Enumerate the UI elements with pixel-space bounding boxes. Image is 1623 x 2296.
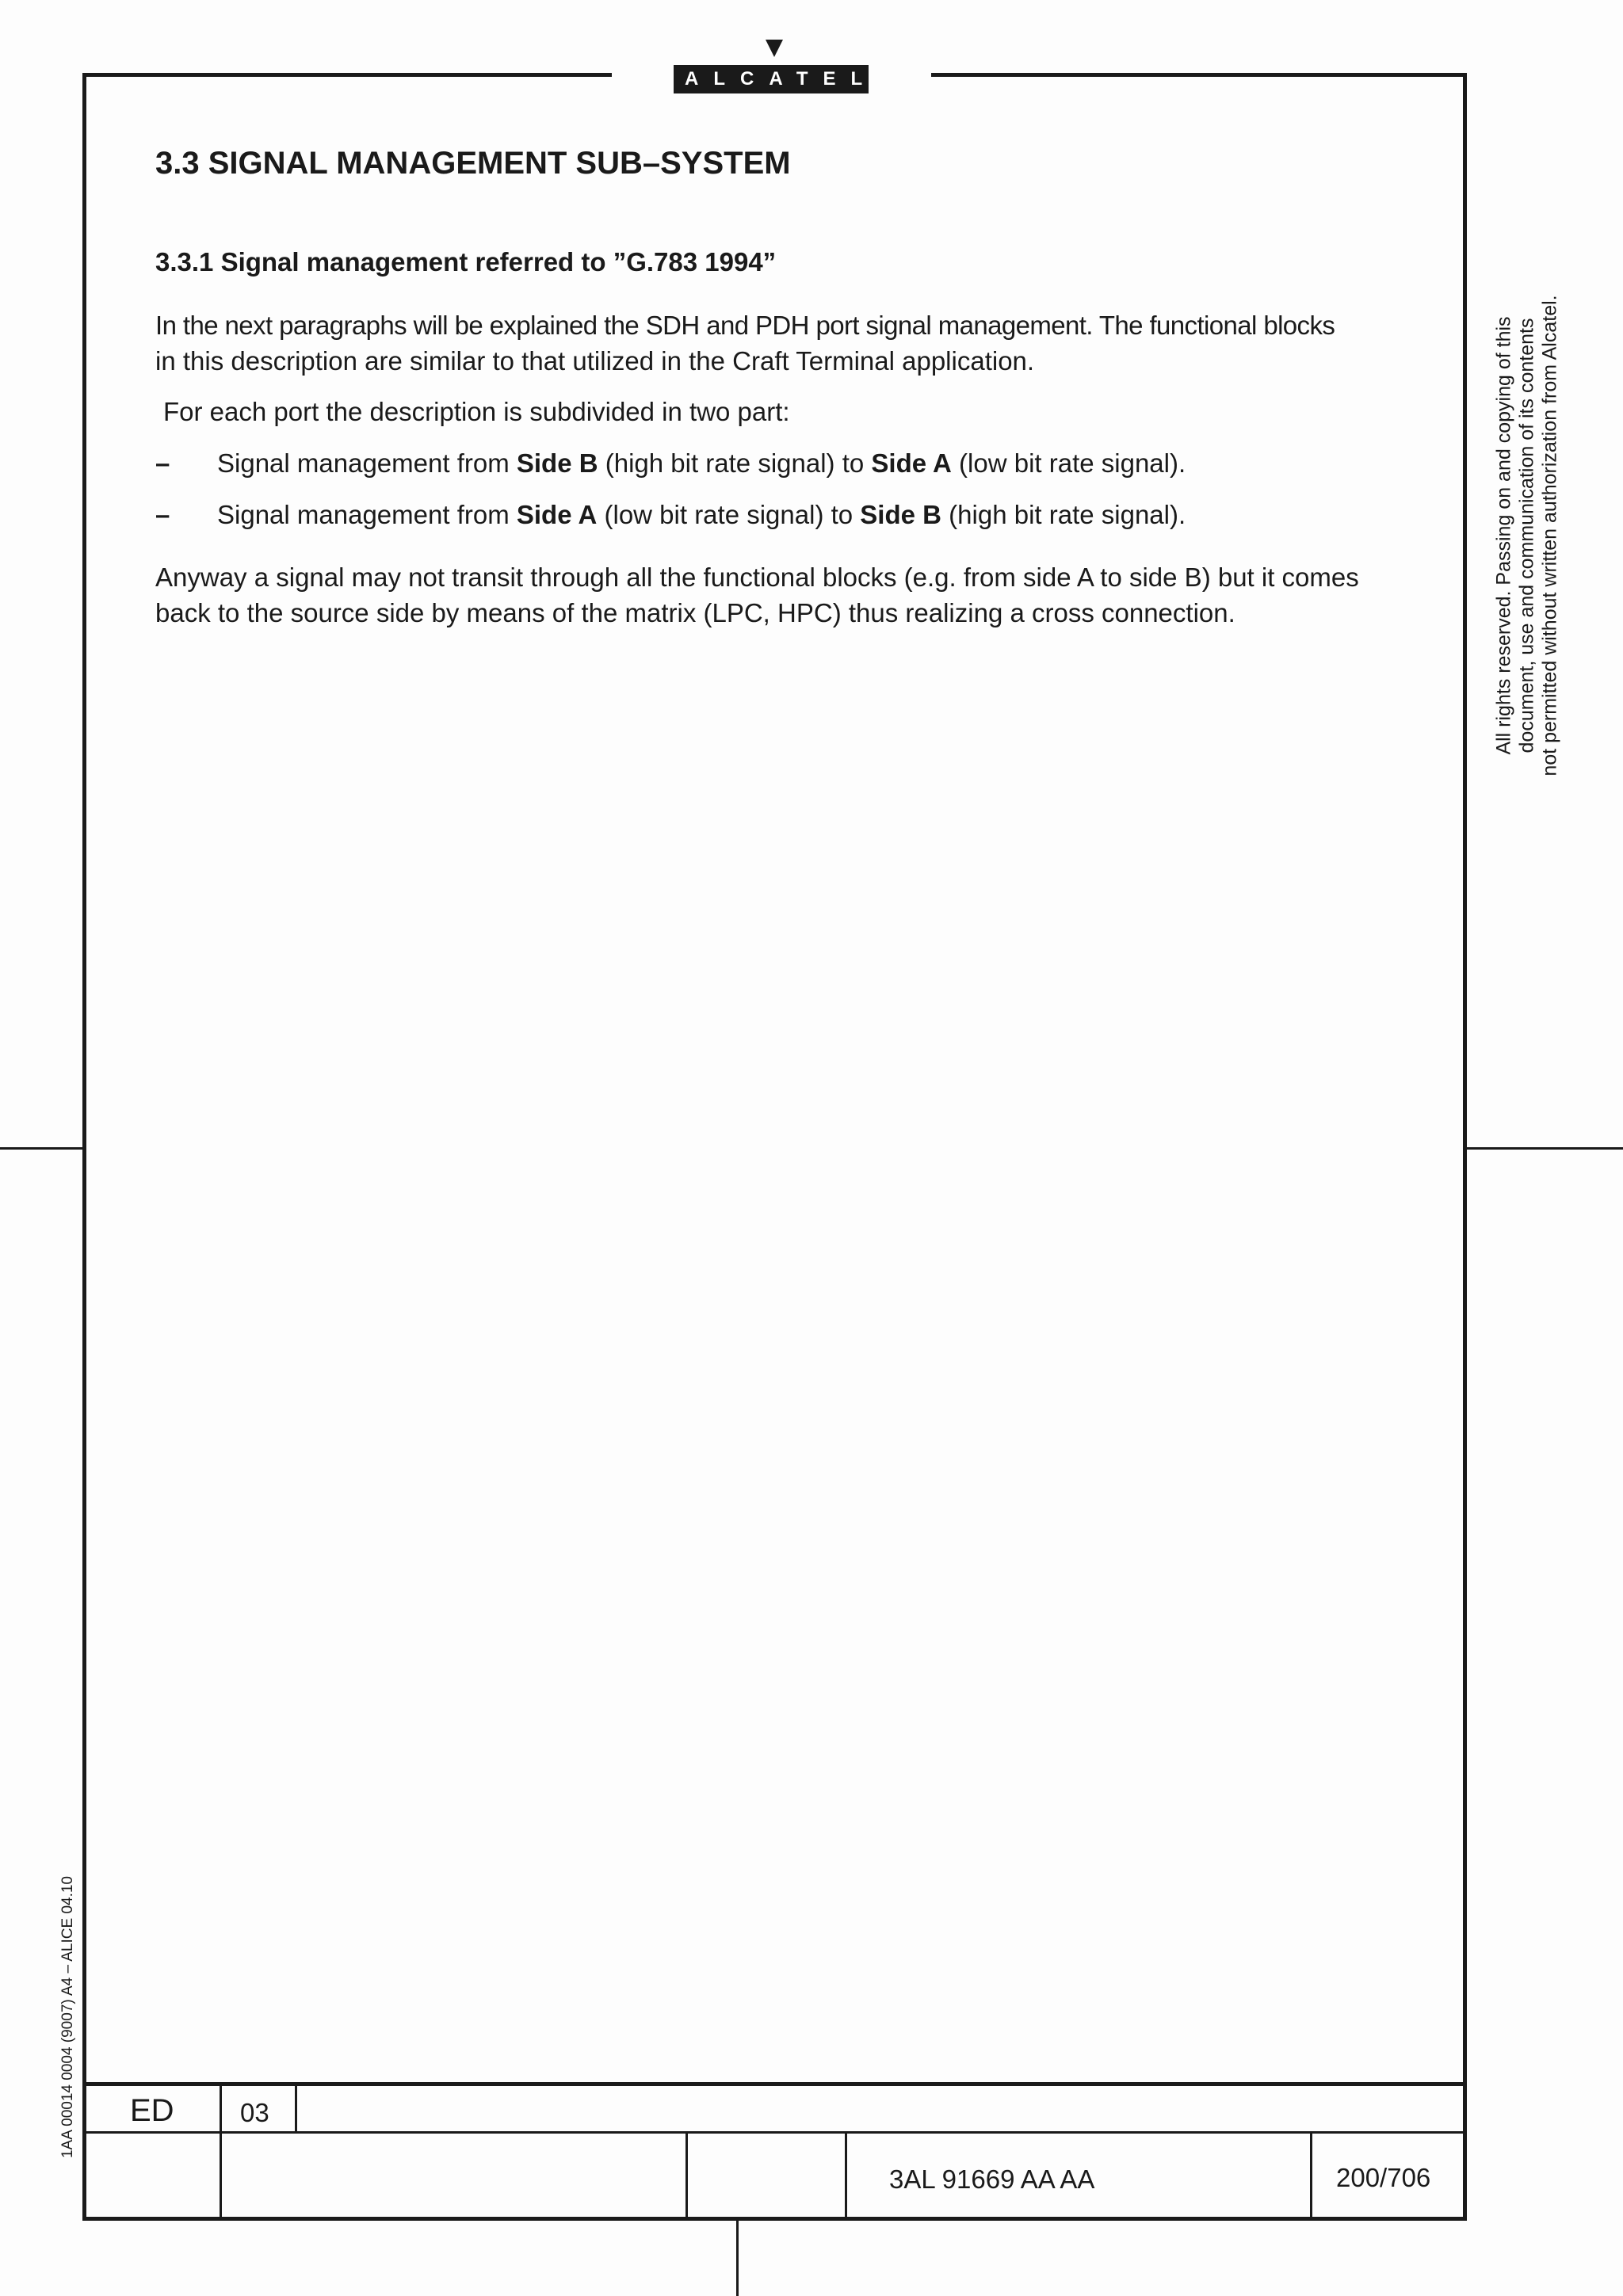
paragraph-1-line-2: in this description are similar to that utilized in the Craft Terminal application. [155,346,1035,376]
paragraph-3-line-1: Anyway a signal may not transit through all the functional blocks (e.g. from side A to side B) but it comes [155,563,1359,592]
fold-mark-left [0,1147,82,1150]
frame-top-left [82,73,612,77]
footer-divider-1 [220,2082,222,2218]
paragraph-2: For each port the description is subdivided in two part: [163,397,790,426]
page-number: 200/706 [1336,2163,1431,2192]
footer-top-line [82,2082,1467,2086]
copyright-notice: All rights reserved. Passing on and copying of this document, use and communication of its contents not permitted without written authorization from Alcatel. [1492,295,1561,776]
bullet-item-1: – Signal management from Side B (high bit rate signal) to Side A (low bit rate signal). [155,448,1186,478]
bullet-dash: – [155,500,170,529]
footer-divider-4 [845,2131,847,2218]
frame-left [82,73,86,2221]
footer-divider-2 [295,2082,297,2133]
section-title: 3.3 SIGNAL MANAGEMENT SUB–SYSTEM [155,146,791,181]
document-number: 3AL 91669 AA AA [889,2164,1095,2194]
form-code: 1AA 00014 0004 (9007) A4 – ALICE 04.10 [59,1876,76,2159]
footer-mid-line [82,2131,1467,2134]
frame-bottom [82,2217,1467,2221]
footer-divider-5 [1310,2131,1312,2218]
paragraph-3-line-2: back to the source side by means of the matrix (LPC, HPC) thus realizing a cross connection. [155,598,1235,627]
paragraph-1-line-1: In the next paragraphs will be explained the SDH and PDH port signal management. The functional blocks [155,311,1335,340]
cut-mark-bottom [736,2221,739,2296]
bullet-dash: – [155,448,170,478]
logo: ALCATEL [674,65,869,93]
bullet-item-2: – Signal management from Side A (low bit rate signal) to Side B (high bit rate signal). [155,500,1186,529]
fold-mark-right [1467,1147,1623,1150]
footer-divider-3 [685,2131,688,2218]
logo-triangle-icon [766,40,783,57]
edition-value: 03 [240,2098,269,2127]
subsection-title: 3.3.1 Signal management referred to ”G.783 1994” [155,247,777,277]
edition-label: ED [130,2093,174,2128]
frame-top-right [931,73,1467,77]
